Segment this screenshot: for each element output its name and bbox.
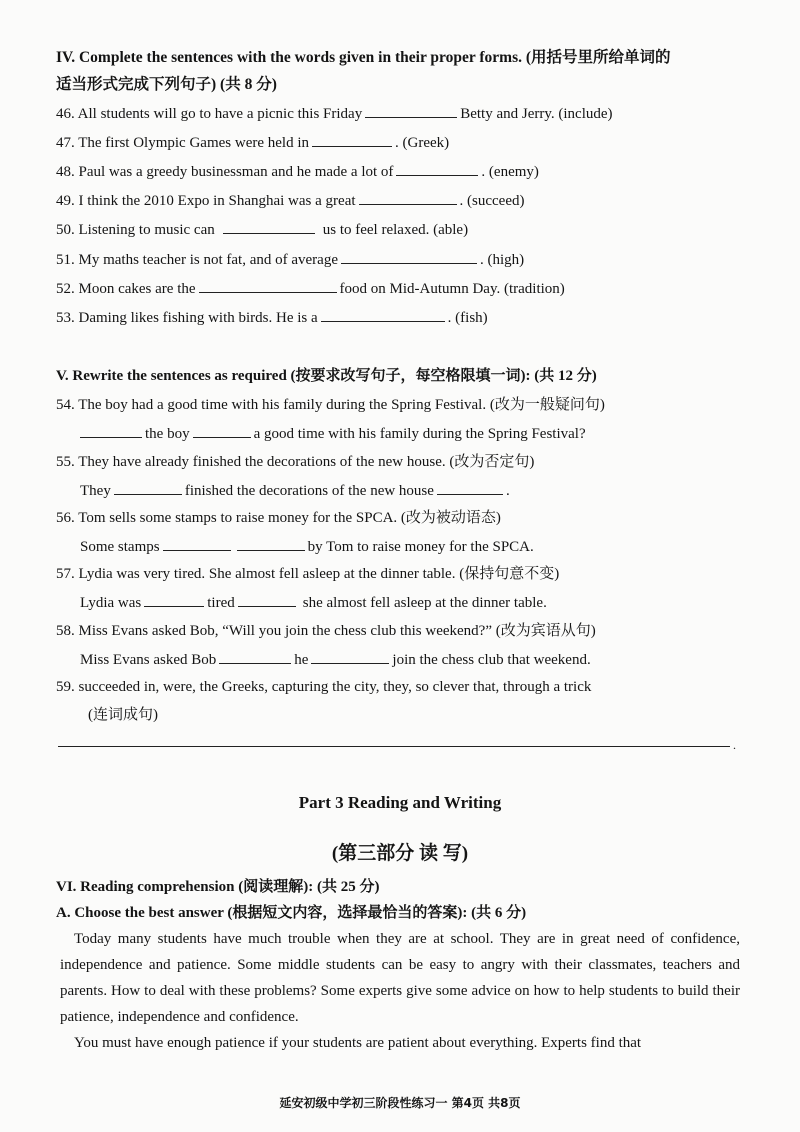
q59-prompt: 59. succeeded in, were, the Greeks, capturing the city, they, so clever that, through a trick	[56, 679, 592, 695]
q59-end-mark: .	[733, 738, 736, 752]
q58-blank-2[interactable]	[311, 650, 389, 664]
section-iv-heading-cn: (用括号里所给单词的	[525, 49, 671, 66]
q47-hint: . (Greek)	[395, 135, 450, 151]
q56-answer-line	[80, 537, 534, 557]
q51-blank[interactable]	[341, 250, 477, 264]
q56-prompt: 56. Tom sells some stamps to raise money for the SPCA. (改为被动语态)	[56, 510, 501, 526]
q46-blank[interactable]	[365, 104, 457, 118]
passage-paragraph-2: You must have enough patience if your students are patient about everything. Experts find that	[74, 1035, 642, 1051]
q57-answer-line	[80, 593, 547, 613]
q56-text-0: Some stamps	[80, 539, 160, 555]
q47-blank[interactable]	[312, 133, 392, 147]
q55-answer-line	[80, 481, 510, 501]
q54-text-1: the boy	[145, 426, 190, 442]
q52-text: 52. Moon cakes are the	[56, 281, 196, 297]
q49-text: 49. I think the 2010 Expo in Shanghai was a great	[56, 193, 356, 209]
q55-text-1: finished the decorations of the new house	[184, 483, 434, 499]
section-vi-sub-a: A. Choose the best answer (根据短文内容，选择最恰当的答案): (共 6 分)	[56, 905, 527, 921]
q50-hint: us to feel relaxed. (able)	[322, 222, 469, 238]
q54-answer-line	[80, 424, 586, 444]
question-50	[56, 220, 468, 240]
q55-text-2: .	[505, 483, 510, 499]
q58-text-1: he	[294, 652, 309, 668]
q58-answer-line	[80, 650, 591, 670]
question-49	[56, 191, 525, 211]
page-footer: 延安初级中学初三阶段性练习一 第4页 共8页	[279, 1096, 521, 1110]
q49-blank[interactable]	[359, 191, 457, 205]
q50-blank[interactable]	[223, 220, 315, 234]
q59-note: (连词成句)	[88, 707, 158, 723]
q57-text-2: she almost fell asleep at the dinner table.	[302, 595, 547, 611]
q48-text: 48. Paul was a greedy businessman and he made a lot of	[56, 164, 394, 180]
q58-blank-1[interactable]	[219, 650, 291, 664]
q55-blank-1[interactable]	[114, 481, 182, 495]
question-53	[56, 308, 488, 328]
q53-blank[interactable]	[321, 308, 445, 322]
q51-text: 51. My maths teacher is not fat, and of average	[56, 252, 338, 268]
q48-hint: . (enemy)	[481, 164, 539, 180]
question-48	[56, 162, 539, 182]
q58-text-2: join the chess club that weekend.	[392, 652, 591, 668]
q53-hint: . (fish)	[447, 310, 488, 326]
q52-hint: food on Mid-Autumn Day. (tradition)	[339, 281, 565, 297]
section-iv-heading-cn-2: 适当形式完成下列句子) (共 8 分)	[56, 76, 277, 93]
q55-prompt: 55. They have already finished the decorations of the new house. (改为否定句)	[56, 454, 535, 470]
q55-blank-2[interactable]	[437, 481, 503, 495]
section-v-heading: V. Rewrite the sentences as required (按要求改写句子，每空格限填一词): (共 12 分)	[56, 368, 597, 384]
q50-text: 50. Listening to music can	[56, 222, 215, 238]
question-47	[56, 133, 449, 153]
question-52	[56, 279, 565, 299]
q59-answer-line[interactable]	[58, 746, 730, 747]
q54-prompt: 54. The boy had a good time with his family during the Spring Festival. (改为一般疑问句)	[56, 397, 605, 413]
q58-text-0: Miss Evans asked Bob	[80, 652, 217, 668]
question-46	[56, 104, 613, 124]
q47-text: 47. The first Olympic Games were held in	[56, 135, 309, 151]
part3-subtitle: (第三部分 读 写)	[331, 843, 469, 864]
section-iv-heading	[56, 48, 671, 68]
q48-blank[interactable]	[396, 162, 478, 176]
q58-prompt: 58. Miss Evans asked Bob, “Will you join the chess club this weekend?” (改为宾语从句)	[56, 623, 596, 639]
q54-text-2: a good time with his family during the Spring Festival?	[253, 426, 586, 442]
section-vi-heading: VI. Reading comprehension (阅读理解): (共 25 分)	[56, 879, 380, 895]
q51-hint: . (high)	[479, 252, 525, 268]
q52-blank[interactable]	[199, 279, 337, 293]
passage-paragraph-1: Today many students have much trouble when they are at school. They are in great need of confidence, independence and patience. Some middle students can be easy to angry with their classmates, teachers and parents. How to deal with these problems? Some experts give some advice on how to help students to build their patience, independence and confidence.	[60, 931, 740, 1025]
q54-blank-1[interactable]	[80, 424, 142, 438]
q46-text: 46. All students will go to have a picnic this Friday	[56, 106, 363, 122]
part3-title: Part 3 Reading and Writing	[298, 793, 502, 812]
q49-hint: . (succeed)	[459, 193, 525, 209]
q56-blank-1[interactable]	[163, 537, 231, 551]
q57-text-0: Lydia was	[80, 595, 142, 611]
q57-blank-2[interactable]	[238, 593, 296, 607]
q56-text-1: by Tom to raise money for the SPCA.	[307, 539, 534, 555]
q57-prompt: 57. Lydia was very tired. She almost fell asleep at the dinner table. (保持句意不变)	[56, 566, 560, 582]
q53-text: 53. Daming likes fishing with birds. He is a	[56, 310, 318, 326]
q54-blank-2[interactable]	[193, 424, 251, 438]
section-iv-heading-en: IV. Complete the sentences with the words given in their proper forms.	[56, 49, 522, 66]
q57-blank-1[interactable]	[144, 593, 204, 607]
q46-hint: Betty and Jerry. (include)	[460, 106, 613, 122]
question-51	[56, 250, 524, 270]
q57-text-1: tired	[207, 595, 235, 611]
q55-text-0: They	[80, 483, 111, 499]
q56-blank-2[interactable]	[237, 537, 305, 551]
